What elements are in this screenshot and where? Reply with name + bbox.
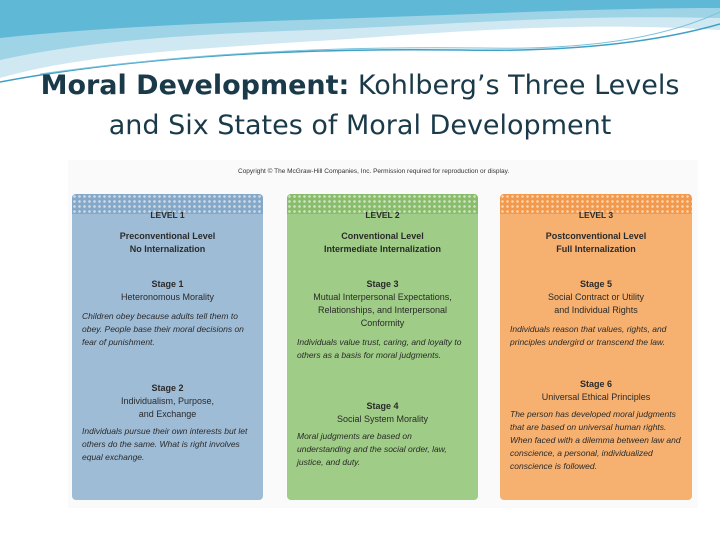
level-heading-1: Conventional Level [341,231,424,241]
stage-description: Individuals value trust, caring, and loyalty to others as a basis for moral judgments. [297,337,462,360]
stage-name: Individualism, Purpose, and Exchange [120,396,215,419]
stage-block [287,400,478,469]
level-label: LEVEL 2 [365,210,400,220]
stage-block [72,382,263,464]
stage-label: Stage 4 [366,401,399,411]
stage-block [287,278,478,362]
stage-label: Stage 6 [579,379,612,389]
level-heading-2: No Internalization [129,244,206,254]
copyright-notice: Copyright © The McGraw-Hill Companies, Inc. Permission required for reproduction or display. [238,168,510,175]
level-heading-2: Full Internalization [556,244,636,254]
stage-description: The person has developed moral judgments that are based on universal human rights. When faced with a dilemma between law and conscience, a personal, individualized conscience is followed. [510,409,681,471]
stage-name: Heteronomous Morality [120,292,215,302]
level-heading-1: Postconventional Level [545,231,647,241]
level-1-column [72,194,263,500]
stage-name: Social Contract or Utility and Individual Rights [547,292,645,315]
slide-title [20,66,700,146]
stage-block [500,278,692,349]
level-heading [287,230,478,256]
level-heading-1: Preconventional Level [119,231,216,241]
stage-label: Stage 1 [151,279,184,289]
level-heading-2: Intermediate Internalization [323,244,442,254]
stage-name: Mutual Interpersonal Expectations, Relationships, and Interpersonal Conformity [313,292,452,328]
stage-block [500,378,692,473]
level-label: LEVEL 3 [578,210,614,220]
level-2-column [287,194,478,500]
stage-label: Stage 5 [579,279,612,289]
stage-description: Individuals pursue their own interests but let others do the same. What is right involves equal exchange. [82,426,248,462]
stage-name: Social System Morality [336,414,429,424]
stage-description: Moral judgments are based on understanding and the social order, law, justice, and duty. [297,431,447,467]
stage-block [72,278,263,349]
level-heading [72,230,263,256]
stage-label: Stage 3 [366,279,399,289]
stage-name: Universal Ethical Principles [541,392,651,402]
title-bold: Moral Development: [40,70,350,101]
stage-description: Children obey because adults tell them to obey. People base their moral decisions on fear of punishment. [82,311,244,347]
level-label: LEVEL 1 [150,210,185,220]
stage-description: Individuals reason that values, rights, and principles undergird or transcend the law. [510,324,667,347]
title-rest: Kohlberg’s Three Levels and Six States of Moral Development [108,70,680,141]
level-heading [500,230,692,256]
level-3-column [500,194,692,500]
kohlberg-figure [68,160,698,508]
stage-label: Stage 2 [151,383,184,393]
